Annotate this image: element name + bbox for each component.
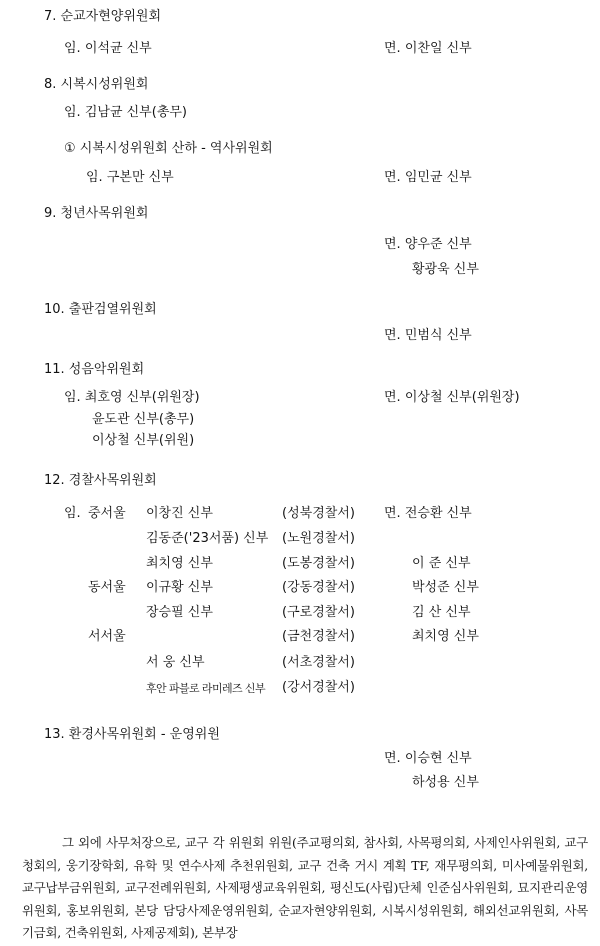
s12-row-6-myeon: 최치영 신부 bbox=[412, 629, 479, 644]
region-jung-seoul: 중서울 bbox=[88, 506, 126, 521]
s12-row-2-station: (노원경찰서) bbox=[282, 531, 355, 546]
section-8-sub-myeon: 면. 임민균 신부 bbox=[384, 170, 472, 185]
s12-row-3-station: (도봉경찰서) bbox=[282, 556, 355, 571]
region-seo-seoul: 서서울 bbox=[88, 629, 126, 644]
s12-row-2-priest: 김동준('23서품) 신부 bbox=[146, 531, 269, 546]
section-7-myeon: 면. 이찬일 신부 bbox=[384, 41, 472, 56]
s12-row-3-myeon: 이 준 신부 bbox=[412, 556, 471, 571]
s12-row-1-priest: 이창진 신부 bbox=[146, 506, 213, 521]
section-11-lim-1: 임. 최호영 신부(위원장) bbox=[64, 390, 200, 405]
section-11-lim-3: 이상철 신부(위원) bbox=[92, 433, 195, 448]
section-8-sub-heading: ① 시복시성위원회 산하 - 역사위원회 bbox=[64, 141, 273, 156]
section-7-lim: 임. 이석균 신부 bbox=[64, 41, 152, 56]
section-11-myeon: 면. 이상철 신부(위원장) bbox=[384, 390, 520, 405]
s12-row-1-myeon: 면. 전승환 신부 bbox=[384, 506, 472, 521]
s12-row-5-station: (구로경찰서) bbox=[282, 605, 355, 620]
s12-row-7-priest: 서 웅 신부 bbox=[146, 655, 205, 670]
s12-row-5-priest: 장승필 신부 bbox=[146, 605, 213, 620]
s12-row-4-station: (강동경찰서) bbox=[282, 580, 355, 595]
s12-row-8-priest: 후안 파블로 라미레즈 신부 bbox=[146, 682, 265, 695]
s12-row-7-station: (서초경찰서) bbox=[282, 655, 355, 670]
section-9-myeon-1: 면. 양우준 신부 bbox=[384, 237, 472, 252]
s12-row-3-priest: 최치영 신부 bbox=[146, 556, 213, 571]
section-8-lim: 임. 김남균 신부(총무) bbox=[64, 105, 188, 120]
section-10-myeon: 면. 민범식 신부 bbox=[384, 328, 472, 343]
s12-row-4-myeon: 박성준 신부 bbox=[412, 580, 479, 595]
s12-row-1-station: (성북경찰서) bbox=[282, 506, 355, 521]
section-12-lim-label: 임. bbox=[64, 506, 81, 521]
section-11-heading: 11. 성음악위원회 bbox=[44, 362, 145, 377]
section-10-heading: 10. 출판검열위원회 bbox=[44, 302, 157, 317]
section-8-heading: 8. 시복시성위원회 bbox=[44, 77, 149, 92]
s12-row-5-myeon: 김 산 신부 bbox=[412, 605, 471, 620]
section-13-myeon-2: 하성용 신부 bbox=[412, 775, 479, 790]
section-11-lim-2: 윤도관 신부(총무) bbox=[92, 412, 195, 427]
s12-row-4-priest: 이규황 신부 bbox=[146, 580, 213, 595]
region-dong-seoul: 동서울 bbox=[88, 580, 126, 595]
section-9-myeon-2: 황광욱 신부 bbox=[412, 262, 479, 277]
s12-row-6-station: (금천경찰서) bbox=[282, 629, 355, 644]
section-8-sub-lim: 임. 구본만 신부 bbox=[86, 170, 174, 185]
section-9-heading: 9. 청년사목위원회 bbox=[44, 206, 149, 221]
section-13-heading: 13. 환경사목위원회 - 운영위원 bbox=[44, 727, 220, 742]
footer-paragraph: 그 외에 사무처장으로, 교구 각 위원회 위원(주교평의회, 참사회, 사목평의회, 사제인사위원회, 교구청회의, 웅기장학회, 유학 및 연수사제 추천위원회, 교구 건축 거시 계획 TF, 재무평의회, 미사예물위원회, 교구납부금위원회, 교구전례위원회, 사제평생교육위원회, 평신도(사립)단체 인준심사위원회, 묘지관리운영위원회, 홍보위원회, 본당 담당사제운영위원회, 순교자현양위원회, 시복시성위원회, 해외선교위원회, 사목기금회, 건축위원회, 사제공제회), 본부장 bbox=[22, 835, 588, 940]
s12-row-8-station: (강서경찰서) bbox=[282, 680, 355, 695]
section-7-heading: 7. 순교자현양위원회 bbox=[44, 9, 161, 24]
section-12-heading: 12. 경찰사목위원회 bbox=[44, 473, 157, 488]
section-13-myeon-1: 면. 이승현 신부 bbox=[384, 751, 472, 766]
